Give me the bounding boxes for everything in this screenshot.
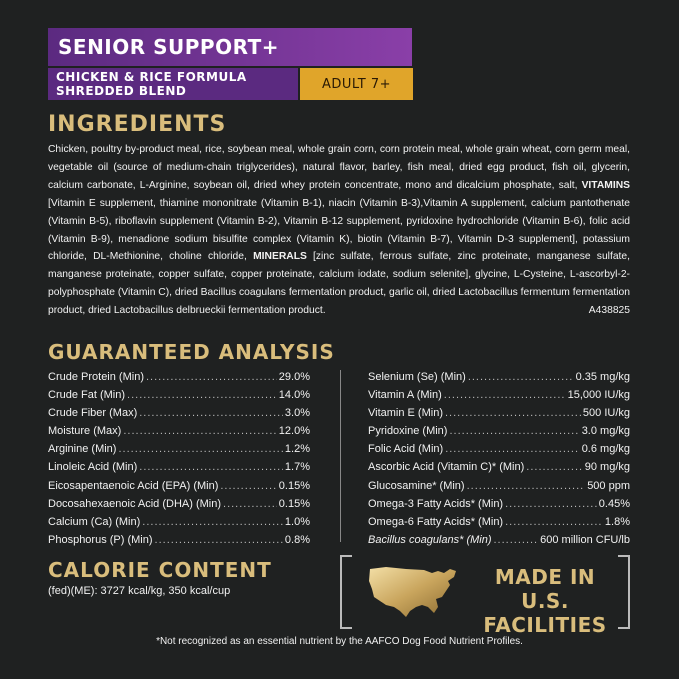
analysis-row: Omega-3 Fatty Acids* (Min) ..... 0.45% xyxy=(368,495,630,513)
footnote: *Not recognized as an essential nutrient by the AAFCO Dog Food Nutrient Profiles. xyxy=(156,636,523,647)
formula-line-1: CHICKEN & RICE FORMULA xyxy=(56,70,247,84)
usa-map-icon xyxy=(366,561,462,619)
vitamins-label: VITAMINS xyxy=(581,179,630,191)
bracket-left xyxy=(340,555,352,629)
analysis-row: Crude Protein (Min) ..... 29.0% xyxy=(48,368,310,386)
ingredients-heading: INGREDIENTS xyxy=(48,112,227,137)
analysis-row: Selenium (Se) (Min) ..... 0.35 mg/kg xyxy=(368,368,630,386)
age-label: ADULT 7+ xyxy=(321,76,392,92)
age-badge xyxy=(300,68,413,100)
analysis-right-column xyxy=(368,368,630,549)
made-in-line-1: MADE IN U.S. xyxy=(494,565,596,613)
analysis-row: Vitamin A (Min) ..... 15,000 IU/kg xyxy=(368,386,630,404)
analysis-row: Docosahexaenoic Acid (DHA) (Min) ..... 0.15% xyxy=(48,495,310,513)
analysis-row: Phosphorus (P) (Min) ..... 0.8% xyxy=(48,531,310,549)
analysis-row: Moisture (Max) ..... 12.0% xyxy=(48,422,310,440)
calorie-heading: CALORIE CONTENT xyxy=(48,558,272,582)
formula-line-2: SHREDDED BLEND xyxy=(56,84,187,98)
ingredients-part-2: [Vitamin E supplement, thiamine mononitrate (Vitamin B-1), niacin (Vitamin B-3),Vitamin A supplement, calcium pantothenate (Vitamin B-5), riboflavin supplement (Vitamin B-2), Vitamin B-12 supplement, pyridoxine hydrochloride (Vitamin B-6), folic acid (Vitamin B-9), menadione sodium bisulfite complex (Vitamin K), biotin (Vitamin B-7), Vitamin D-3 supplement], potassium chloride, DL-Methionine, choline chloride, xyxy=(48,197,630,263)
analysis-row: Ascorbic Acid (Vitamin C)* (Min) ..... 90 mg/kg xyxy=(368,458,630,476)
analysis-row: Glucosamine* (Min) ..... 500 ppm xyxy=(368,477,630,495)
analysis-row: Vitamin E (Min) ..... 500 IU/kg xyxy=(368,404,630,422)
analysis-left-column xyxy=(48,368,310,549)
analysis-row: Folic Acid (Min) ..... 0.6 mg/kg xyxy=(368,440,630,458)
formula-banner xyxy=(48,68,298,100)
made-in-usa-badge xyxy=(340,555,630,637)
analysis-heading: GUARANTEED ANALYSIS xyxy=(48,340,335,364)
column-divider xyxy=(340,370,341,542)
minerals-label: MINERALS xyxy=(253,251,307,263)
analysis-row: Linoleic Acid (Min) ..... 1.7% xyxy=(48,458,310,476)
analysis-row: Calcium (Ca) (Min) ..... 1.0% xyxy=(48,513,310,531)
ingredients-part-1: Chicken, poultry by-product meal, rice, soybean meal, whole grain corn, corn protein meal, whole grain wheat, corn germ meal, vegetable oil (source of medium-chain triglycerides), natural flavor, barley, fish meal, dried egg product, fish oil, glycerin, calcium carbonate, L-Arginine, soybean oil, dried whey protein concentrate, mono and dicalcium phosphate, salt, xyxy=(48,144,630,191)
product-title: SENIOR SUPPORT+ xyxy=(58,35,279,59)
ingredients-text xyxy=(48,141,630,320)
analysis-row: Crude Fat (Min) ..... 14.0% xyxy=(48,386,310,404)
analysis-row: Omega-6 Fatty Acids* (Min) ..... 1.8% xyxy=(368,513,630,531)
ingredients-part-3: [zinc sulfate, ferrous sulfate, zinc proteinate, manganese sulfate, manganese proteinate, copper sulfate, copper proteinate, calcium iodate, sodium selenite], glycine, L-Cysteine, L-ascorbyl-2-polyphosphate (Vitamin C), dried Bacillus coagulans fermentation product, garlic oil, dried Lactobacillus fermentum fermentation product, dried Lactobacillus delbrueckii fermentation product. xyxy=(48,251,630,317)
analysis-row: Bacillus coagulans* (Min) ..... 600 million CFU/lb xyxy=(368,531,630,549)
analysis-row: Pyridoxine (Min) ..... 3.0 mg/kg xyxy=(368,422,630,440)
calorie-text: (fed)(ME): 3727 kcal/kg, 350 kcal/cup xyxy=(48,585,231,597)
analysis-row: Crude Fiber (Max) ..... 3.0% xyxy=(48,404,310,422)
analysis-row: Arginine (Min) ..... 1.2% xyxy=(48,440,310,458)
analysis-row: Eicosapentaenoic Acid (EPA) (Min) ..... 0.15% xyxy=(48,477,310,495)
made-in-line-2: FACILITIES xyxy=(483,613,607,637)
product-title-banner xyxy=(48,28,412,66)
made-in-text xyxy=(470,565,620,637)
product-code: A438825 xyxy=(588,305,630,317)
